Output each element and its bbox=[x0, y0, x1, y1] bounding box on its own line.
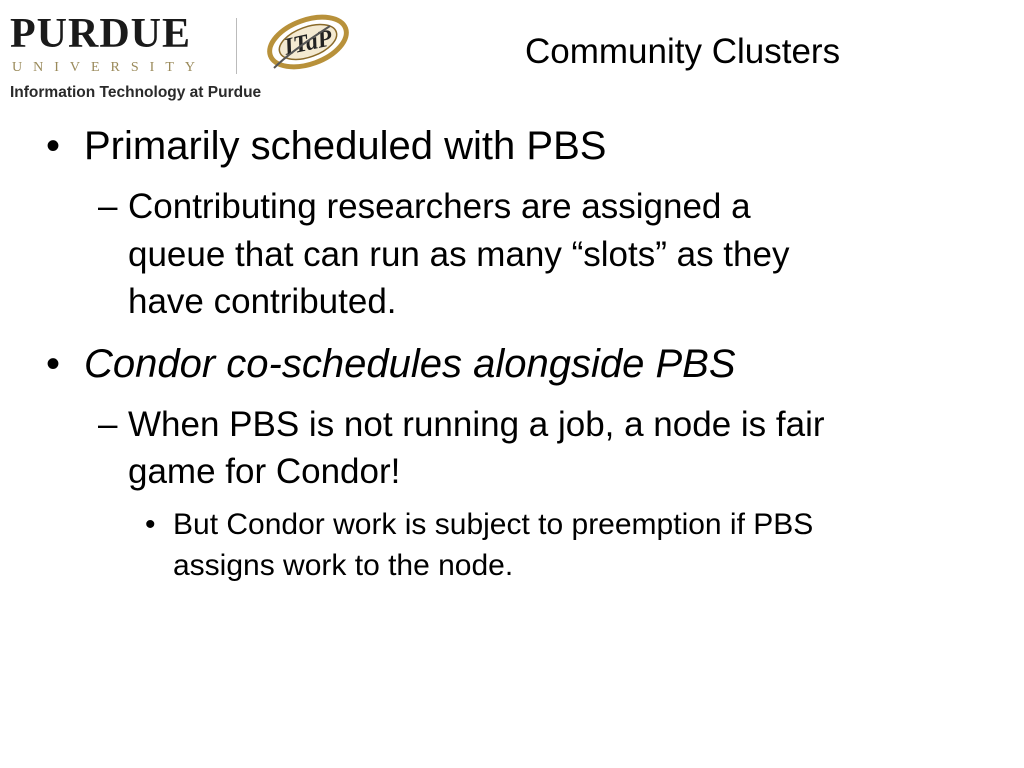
sub-bullet-text-line: queue that can run as many “slots” as they bbox=[128, 235, 790, 274]
dash-marker: – bbox=[98, 405, 118, 444]
sub-bullet-text-line: Contributing researchers are assigned a bbox=[128, 187, 751, 226]
bullet-marker: • bbox=[46, 342, 61, 386]
itap-logo-icon bbox=[260, 12, 352, 78]
sub-sub-bullet-text-line: assigns work to the node. bbox=[173, 549, 514, 582]
sub-bullet-text-line: have contributed. bbox=[128, 282, 397, 321]
bullet-marker-small: • bbox=[145, 508, 156, 541]
bullet-text-condor-coschedules: Condor co-schedules alongside PBS bbox=[84, 342, 736, 386]
sub-sub-bullet-text-line: But Condor work is subject to preemption if PBS bbox=[173, 508, 814, 541]
sub-bullet-text-line: When PBS is not running a job, a node is fair bbox=[128, 405, 825, 444]
itap-mark-text: ITaP bbox=[281, 25, 335, 61]
sub-bullet-text-line: game for Condor! bbox=[128, 452, 401, 491]
it-at-purdue-text: Information Technology at Purdue bbox=[10, 84, 262, 101]
logo-divider bbox=[236, 18, 237, 74]
university-wordmark: UNIVERSITY bbox=[12, 60, 206, 75]
purdue-wordmark: PURDUE bbox=[10, 11, 191, 57]
bullet-marker: • bbox=[46, 124, 61, 168]
purdue-logo bbox=[10, 12, 360, 104]
slide-header bbox=[0, 0, 1024, 108]
bullet-text-primarily-scheduled: Primarily scheduled with PBS bbox=[84, 124, 607, 168]
slide-title: Community Clusters bbox=[525, 32, 841, 71]
dash-marker: – bbox=[98, 187, 118, 226]
